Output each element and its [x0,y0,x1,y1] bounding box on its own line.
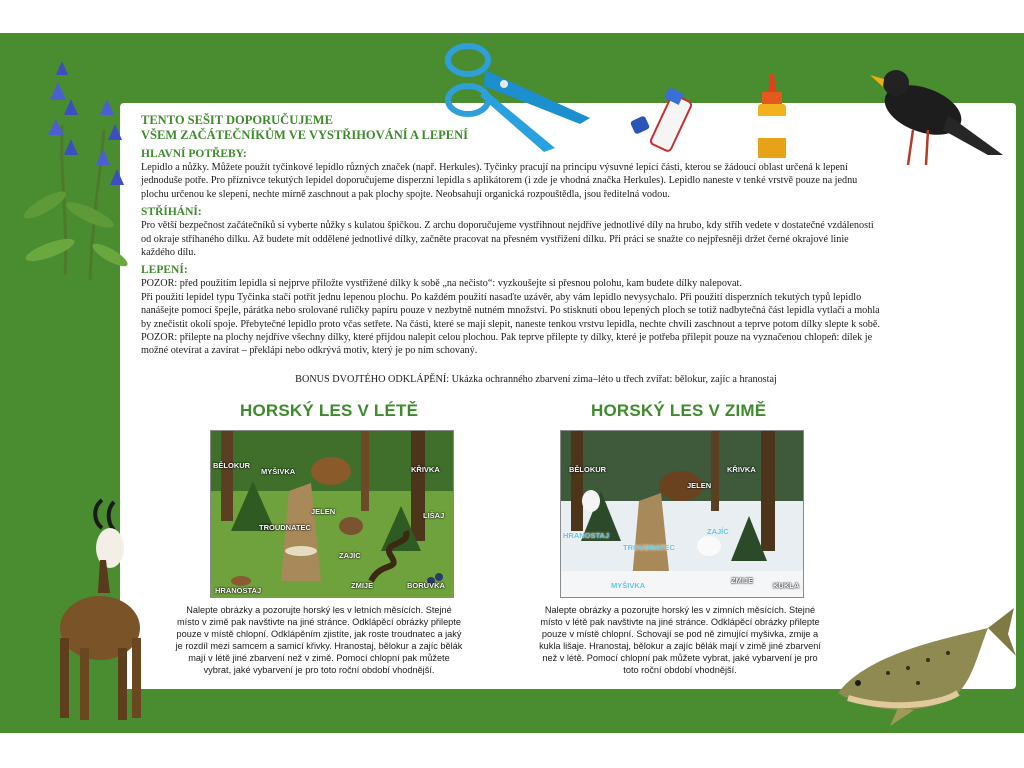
summer-label-lisaj: LIŠAJ [423,511,445,520]
needs-text: Lepidlo a nůžky. Můžete použít tyčinkové lepidlo různých značek (např. Herkules). Tyčinky pracují na principu výsuvné lepící části, kterou se žádoucí oblast určená k lepení jednoduše potře. Pro příznivce tekutých lepidel doporučujeme disperzní lepidla s aplikátorem (i zde je vhodná značka Herkules). Lepidlo naneste v tenké vrstvě pouze na jednu plochu určenou ke slepení, nechte mírně zaschnout a pak plochy spojte. Neobsahují organická rozpouštědla, jsou ředitelná vodou. [141,162,858,200]
summer-forest-scene [210,430,454,598]
summer-label-hranostaj: HRANOSTAJ [215,586,262,595]
winter-label-mysivka: MYŠIVKA [611,581,646,590]
summer-label-boruvka: BORŮVKA [407,581,445,590]
winter-caption: Nalepte obrázky a pozorujte horský les v zimních měsících. Stejné místo v létě pak navštivte na jiné stránce. Odklápěcí obrázky přilepte pouze v místě chlopní. Schovají se pod ně zimující myšivka, zmije a kukla lišaje. Hranostaj, bělokur a zajíc bělák mají v zimě jiné zbarvení než v létě. Pomocí chlopní pak můžete vybrat, jaké vybarvení je pro toto roční období vhodnější. [539,605,821,675]
summer-label-krivka: KŘIVKA [411,465,440,474]
winter-label-zmije: ZMIJE [731,576,754,585]
instructions-block [141,113,881,358]
gentian-flower-illustration [20,55,130,285]
blackbird-illustration [868,55,1008,175]
cutting-text: Pro větší bezpečnost začátečníků si vyberte nůžky s kulatou špičkou. Z archu doporučujeme vystřihnout nejdříve jednotlivé díly na hrubo, kdy stříh vedete v dostatečné vzdálenosti od okraje stříhaného dílku. Až budete mít oddělené jednotlivé dílky, začněte pracovat na přesném vystřižení dílku. Při práci se snažte co nejpřesněji držet černé okrajové linie každého dílu. [141,220,874,259]
title-line-2: VŠEM ZAČÁTEČNÍKŮM VE VYSTŘIHOVÁNÍ A LEPENÍ [141,128,469,142]
summer-label-jelen: JELEN [311,507,336,516]
bonus-note: BONUS DVOJTÉHO ODKLÁPĚNÍ: Ukázka ochranného zbarvení zima–léto u třech zvířat: bělokur, zajíc a hranostaj [295,374,777,385]
summer-label-zajic: ZAJÍC [339,551,361,560]
chamois-illustration [40,498,160,728]
title-line-1: TENTO SEŠIT DOPORUČUJEME [141,113,333,127]
winter-label-troudnatec: TROUDNATEC [623,543,675,552]
winter-label-belokur: BĚLOKUR [569,465,607,474]
summer-caption: Nalepte obrázky a pozorujte horský les v letních měsících. Stejné místo v zimě pak navštivte na jiné stránce. Odklápěcí obrázky přilepte pouze v místě chlopní. Odklápěním zjistíte, jak roste troudnatec a jaký je rozdíl mezi samcem a samicí křivky. Hranostaj, bělokur a zajíc bělák mají v létě jiné zbarvení než v zimě. Pomocí chlopní pak můžete vybrat, jaké vybarvení je pro toto roční období vhodnější. [175,605,463,675]
trout-illustration [828,598,1018,728]
winter-label-kukla: KUKLA [773,581,800,590]
gluing-heading: LEPENÍ: [141,264,188,277]
winter-label-zajic: ZAJÍC [707,527,729,536]
summer-label-belokur: BĚLOKUR [213,461,251,470]
summer-label-troudnatec: TROUDNATEC [259,523,311,532]
winter-forest-scene [560,430,804,598]
winter-title: HORSKÝ LES V ZIMĚ [591,401,767,420]
winter-label-hranostaj: HRANOSTAJ [563,531,610,540]
cutting-heading: STŘÍHÁNÍ: [141,206,202,219]
summer-label-zmije: ZMIJE [351,581,374,590]
summer-title: HORSKÝ LES V LÉTĚ [240,401,419,420]
needs-heading: HLAVNÍ POTŘEBY: [141,148,247,160]
summer-label-mysivka: MYŠIVKA [261,467,296,476]
gluing-text-2: Při použití lepidel typu Tyčinka stačí potřít jednu lepenou plochu. Po každém použití nasaďte uzávěr, aby vám lepidlo nevysychalo. Při použití disperzních tekutých typů lepidlo nanášejte pomocí špejle, párátka nebo srolované ruličky papíru pouze v nezbytně nutném množství. Po stisknutí obou lepených ploch se totiž nadbytečná část lepidla vytlačí a mohla by znečistit okolí spoje. Přebytečné lepidlo proto včas setřete. Na části, které se mají slepit, naneste tenkou vrstvu lepidla, nechte chvíli zaschnout a teprve potom dílky slepte k sobě. POZOR: přilepte na plochy nejdříve všechny dílky, které přijdou nalepit celou plochou. Pak teprve přilepte ty dílky, které je potřeba přilepit pouze na vyznačenou chlopeň: dílek je možné otevírat a zavírat – překlápí nebo odkrývá motiv, který je po ním schovaný. [141,291,880,357]
winter-label-krivka: KŘIVKA [727,465,756,474]
winter-label-jelen: JELEN [687,481,712,490]
gluing-text-1: POZOR: před použitím lepidla si nejprve přiložte vystřižené dílky k sobě „na nečisto“: vyzkoušejte si přesnou polohu, kam budete dílky nalepovat. [141,278,742,290]
